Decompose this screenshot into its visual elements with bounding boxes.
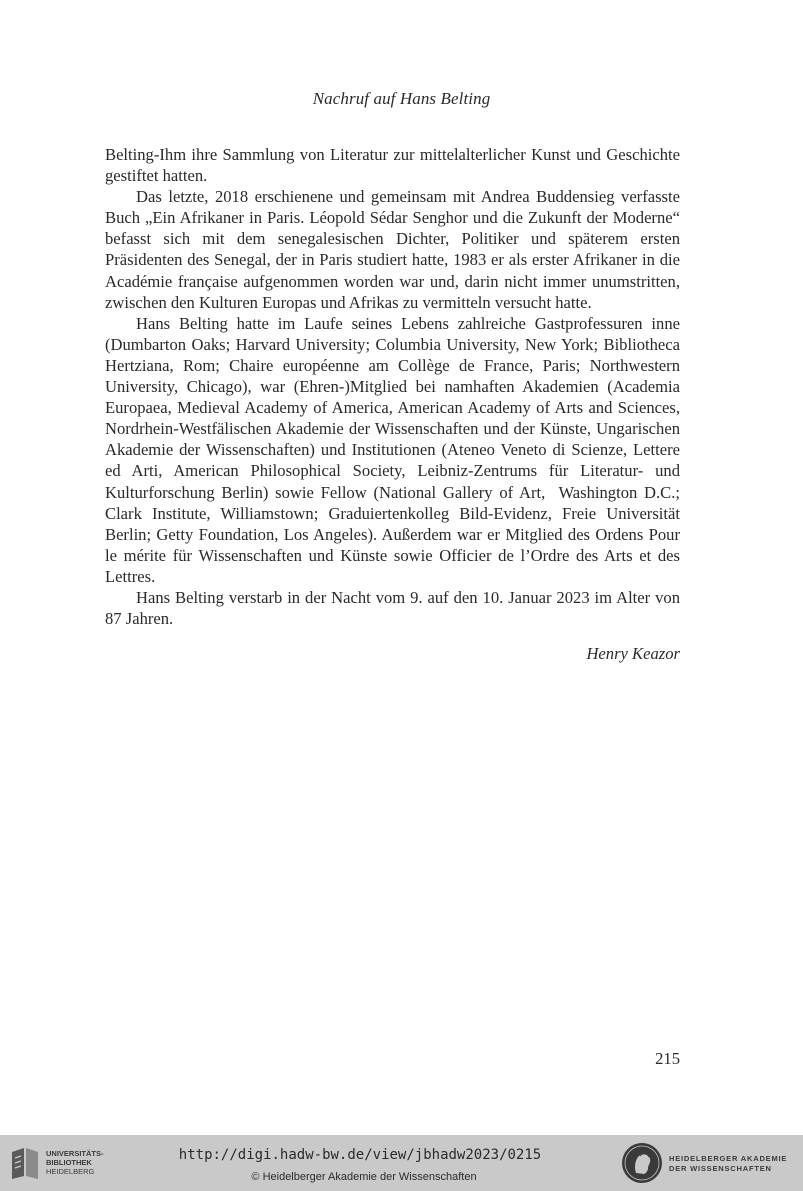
author-signature: Henry Keazor: [586, 644, 680, 663]
academy-logo-text: [669, 1154, 787, 1174]
paragraph: Belting-Ihm ihre Sammlung von Literatur zur mittelalterlicher Kunst und Geschichte gestiftet hatten.: [105, 145, 680, 186]
copyright-notice: © Heidelberger Akademie der Wissenschaften: [251, 1171, 477, 1183]
academy-logo-line: DER WISSENSCHAFTEN: [669, 1164, 772, 1173]
running-header: Nachruf auf Hans Belting: [312, 89, 491, 108]
library-logo-line: HEIDELBERG: [46, 1167, 95, 1176]
permalink-url[interactable]: http://digi.hadw-bw.de/view/jbhadw2023/0215: [178, 1147, 542, 1163]
page-number: 215: [655, 1049, 680, 1068]
academy-seal-icon: [620, 1141, 664, 1185]
paragraph: Hans Belting hatte im Laufe seines Lebens zahlreiche Gastprofessuren inne (Dumbarton Oaks; Harvard University; Columbia University, New York; Bibliotheca Hertziana, Rom; Chaire européenne am Collège de France, Paris; Northwestern University, Chicago), war (Ehren-)Mitglied bei namhaften Akademien (Academia Europaea, Medieval Academy of America, American Academy of Arts and Sciences, Nordrhein-Westfälischen Akademie der Wissenschaften und der Künste, Ungarischen Akademie der Wissenschaften) und Institutionen (Ateneo Veneto di Scienze, Lettere ed Arti, American Philosophical Society, Leibniz-Zentrums für Literatur- und Kulturforschung Berlin) sowie Fellow (National Gallery of Art, Washington D.C.; Clark Institute, Williamstown; Graduiertenkolleg Bild-Evidenz, Freie Universität Berlin; Getty Foundation, Los Angeles). Außerdem war er Mitglied des Ordens Pour le mérite für Wissenschaften und Künste sowie Officier de l’Ordre des Arts et des Lettres.: [105, 313, 680, 586]
article-body: [105, 144, 680, 629]
library-logo-line: BIBLIOTHEK: [46, 1158, 92, 1167]
library-logo-line: UNIVERSITÄTS-: [46, 1149, 104, 1158]
footer-bar: [0, 1135, 803, 1191]
paragraph: Das letzte, 2018 erschienene und gemeinsam mit Andrea Buddensieg verfasste Buch „Ein Afrikaner in Paris. Léopold Sédar Senghor und die Zukunft der Moderne“ befasst sich mit dem senegalesischen Dichter, Politiker und späterem ersten Präsidenten des Senegal, der in Paris studiert hatte, 1983 er als erster Afrikaner in die Académie française aufgenommen worden war und, darin nicht immer unumstritten, zwischen den Kulturen Europas und Afrikas zu vermitteln versucht hatte.: [105, 187, 680, 312]
academy-logo[interactable]: [620, 1141, 800, 1185]
paragraph: Hans Belting verstarb in der Nacht vom 9. auf den 10. Januar 2023 im Alter von 87 Jahren.: [105, 587, 680, 629]
academy-logo-line: HEIDELBERGER AKADEMIE: [669, 1154, 788, 1163]
